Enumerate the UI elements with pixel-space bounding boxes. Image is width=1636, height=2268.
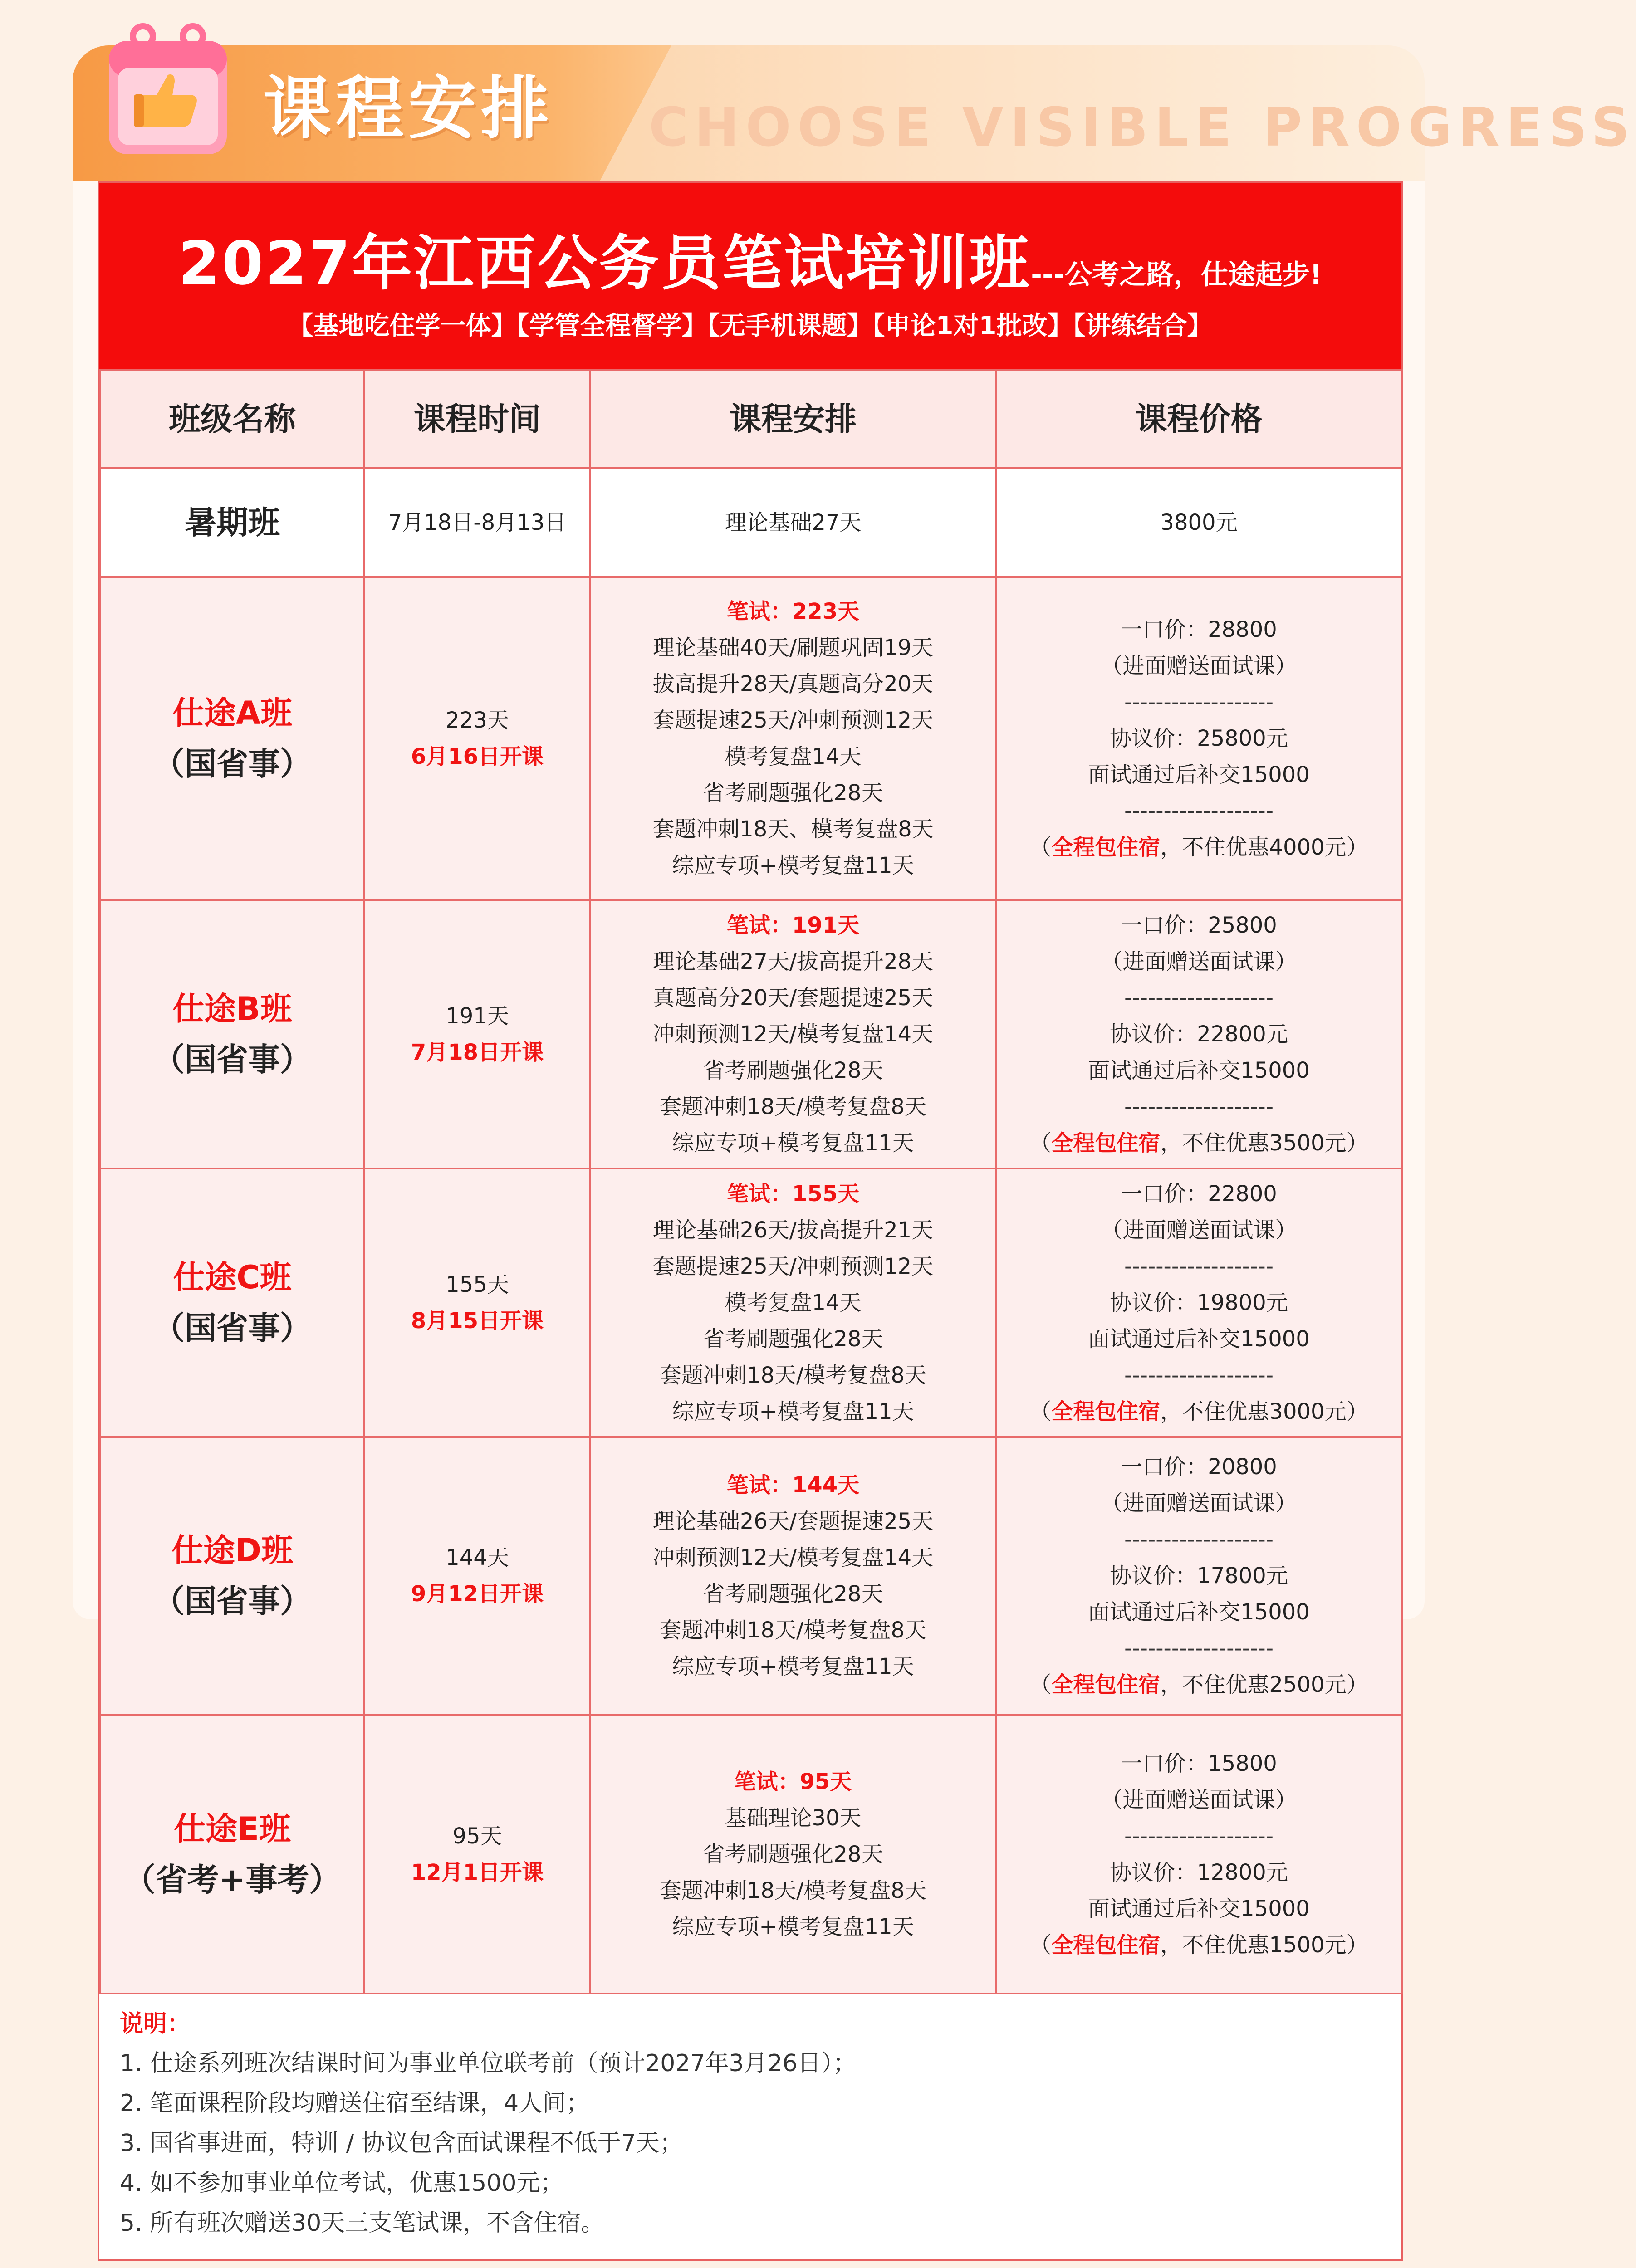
- class-name-cell: [100, 468, 364, 577]
- schedule-line: 理论基础27天: [725, 510, 862, 535]
- schedule-title: 笔试：191天: [726, 913, 860, 938]
- class-name: 仕途C班: [173, 1259, 292, 1296]
- table-row: [100, 1437, 1402, 1715]
- price-line: 面试通过后补交15000: [1088, 1058, 1310, 1083]
- column-header-class-name: 班级名称: [100, 370, 364, 468]
- accommodation-label: 全程包住宿: [1051, 1130, 1161, 1156]
- schedule-line: 省考刷题强化28天: [703, 1058, 883, 1083]
- course-price-cell: [996, 1715, 1402, 1994]
- course-price-cell: [996, 468, 1402, 577]
- course-panel: [98, 181, 1403, 2261]
- class-name: 仕途D班: [171, 1532, 294, 1569]
- price-line: 一口价：25800: [1121, 913, 1277, 938]
- class-name-cell: [100, 577, 364, 900]
- schedule-line: 套题冲刺18天/模考复盘8天: [660, 1877, 926, 1903]
- price-divider: -------------------: [1124, 1254, 1274, 1279]
- schedule-line: 综应专项+模考复盘11天: [672, 1654, 914, 1679]
- course-time: 7月18日-8月13日: [388, 510, 567, 535]
- course-duration: 95天: [452, 1823, 502, 1849]
- schedule-title: 笔试：155天: [726, 1181, 860, 1207]
- price-line: 一口价：28800: [1121, 617, 1277, 642]
- class-name-cell: [100, 1437, 364, 1715]
- discount-text: ，不住优惠4000元）: [1160, 835, 1368, 860]
- course-schedule-cell: [590, 1168, 996, 1437]
- price-line: 3800元: [1160, 510, 1238, 535]
- schedule-line: 省考刷题强化28天: [703, 1841, 883, 1867]
- schedule-line: 真题高分20天/套题提速25天: [652, 985, 934, 1011]
- class-category: （国省事）: [153, 745, 312, 782]
- schedule-line: 套题冲刺18天/模考复盘8天: [660, 1094, 926, 1119]
- class-name: 暑期班: [185, 504, 280, 541]
- schedule-line: 理论基础27天/拔高提升28天: [652, 949, 934, 974]
- class-name: 仕途E班: [174, 1810, 291, 1848]
- course-time-cell: [364, 1437, 590, 1715]
- banner-title: [99, 215, 1401, 301]
- course-price-cell: [996, 1437, 1402, 1715]
- note-item: 3. 国省事进面，特训 / 协议包含面试课程不低于7天；: [120, 2130, 683, 2157]
- price-line: 协议价：12800元: [1110, 1859, 1288, 1885]
- schedule-line: 拔高提升28天/真题高分20天: [652, 671, 934, 697]
- price-divider: -------------------: [1124, 1823, 1274, 1849]
- course-start-date: 8月15日开课: [411, 1308, 544, 1334]
- schedule-line: 理论基础40天/刷题巩固19天: [652, 635, 934, 660]
- price-line: 面试通过后补交15000: [1088, 1896, 1310, 1921]
- price-line: 协议价：22800元: [1110, 1022, 1288, 1047]
- schedule-line: 综应专项+模考复盘11天: [672, 1399, 914, 1424]
- banner-tags: 【基地吃住学一体】【学管全程督学】【无手机课题】【申论1对1批改】【讲练结合】: [288, 311, 1213, 341]
- course-time-cell: [364, 900, 590, 1168]
- discount-text: ，不住优惠3000元）: [1160, 1399, 1368, 1424]
- price-divider: -------------------: [1124, 985, 1274, 1011]
- price-line: 面试通过后补交15000: [1088, 762, 1310, 787]
- accommodation-label: 全程包住宿: [1051, 1932, 1161, 1958]
- accommodation-label: 全程包住宿: [1051, 835, 1161, 860]
- schedule-line: 模考复盘14天: [725, 744, 862, 769]
- class-name-cell: [100, 1715, 364, 1994]
- course-time-cell: [364, 1715, 590, 1994]
- price-line: 面试通过后补交15000: [1088, 1599, 1310, 1625]
- schedule-line: 省考刷题强化28天: [703, 1581, 883, 1607]
- course-start-date: 9月12日开课: [411, 1581, 544, 1607]
- schedule-line: 省考刷题强化28天: [703, 780, 883, 806]
- column-header-course-schedule: 课程安排: [590, 370, 996, 468]
- course-price-cell: [996, 1168, 1402, 1437]
- course-start-date: 12月1日开课: [411, 1859, 544, 1885]
- course-schedule-cell: [590, 1715, 996, 1994]
- price-line: 协议价：17800元: [1110, 1563, 1288, 1589]
- schedule-line: 综应专项+模考复盘11天: [672, 1130, 914, 1156]
- notes-title: 说明：: [120, 2010, 191, 2038]
- accommodation-note: （全程包住宿，不住优惠3000元）: [1029, 1399, 1368, 1424]
- column-header-course-price: 课程价格: [996, 370, 1402, 468]
- note-item: 1. 仕途系列班次结课时间为事业单位联考前（预计2027年3月26日）；: [120, 2050, 857, 2077]
- course-price-cell: [996, 900, 1402, 1168]
- price-line: （进面赠送面试课）: [1101, 1491, 1297, 1516]
- price-line: （进面赠送面试课）: [1101, 949, 1297, 974]
- discount-text: ，不住优惠3500元）: [1160, 1130, 1368, 1156]
- schedule-line: 套题提速25天/冲刺预测12天: [652, 708, 934, 733]
- class-category: （国省事）: [153, 1583, 312, 1620]
- schedule-title: 笔试：144天: [726, 1472, 860, 1498]
- accommodation-label: 全程包住宿: [1051, 1399, 1161, 1424]
- table-row: [100, 468, 1402, 577]
- price-divider: -------------------: [1124, 1636, 1274, 1661]
- banner-slogan: ---公考之路，仕途起步!: [1031, 259, 1323, 291]
- accommodation-note: （全程包住宿，不住优惠3500元）: [1029, 1130, 1368, 1156]
- course-duration: 191天: [446, 1003, 509, 1029]
- class-category: （国省事）: [153, 1041, 312, 1078]
- column-header-course-time: 课程时间: [364, 370, 590, 468]
- schedule-line: 套题冲刺18天/模考复盘8天: [660, 1618, 926, 1643]
- notes: [120, 2004, 1381, 2243]
- schedule-line: 综应专项+模考复盘11天: [672, 1914, 914, 1940]
- schedule-line: 理论基础26天/套题提速25天: [652, 1509, 934, 1534]
- price-line: （进面赠送面试课）: [1101, 1787, 1297, 1813]
- schedule-line: 理论基础26天/拔高提升21天: [652, 1217, 934, 1243]
- price-divider: -------------------: [1124, 1094, 1274, 1119]
- class-name: 仕途B班: [172, 990, 292, 1027]
- note-item: 2. 笔面课程阶段均赠送住宿至结课，4人间；: [120, 2090, 590, 2117]
- accommodation-note: （全程包住宿，不住优惠1500元）: [1029, 1932, 1368, 1958]
- price-divider: -------------------: [1124, 689, 1274, 715]
- class-name: 仕途A班: [172, 694, 293, 732]
- note-item: 5. 所有班次赠送30天三支笔试课，不含住宿。: [120, 2209, 605, 2237]
- schedule-line: 冲刺预测12天/模考复盘14天: [652, 1022, 934, 1047]
- banner-heading: 2027年江西公务员笔试培训班: [178, 229, 1031, 298]
- price-line: 一口价：22800: [1121, 1181, 1277, 1207]
- course-table: [99, 369, 1403, 1994]
- discount-text: ，不住优惠2500元）: [1160, 1672, 1368, 1697]
- schedule-title: 笔试：95天: [734, 1769, 852, 1794]
- class-name-cell: [100, 1168, 364, 1437]
- price-line: （进面赠送面试课）: [1101, 653, 1297, 679]
- schedule-title: 笔试：223天: [726, 599, 860, 624]
- course-duration: 155天: [446, 1272, 509, 1297]
- course-duration: 223天: [446, 708, 509, 733]
- price-line: 面试通过后补交15000: [1088, 1326, 1310, 1352]
- course-schedule-cell: [590, 900, 996, 1168]
- schedule-line: 套题冲刺18天、模考复盘8天: [652, 816, 934, 842]
- price-line: 协议价：25800元: [1110, 726, 1288, 751]
- price-divider: -------------------: [1124, 1527, 1274, 1552]
- price-line: 协议价：19800元: [1110, 1290, 1288, 1315]
- banner: [99, 183, 1401, 369]
- accommodation-label: 全程包住宿: [1051, 1672, 1161, 1697]
- discount-text: ，不住优惠1500元）: [1160, 1932, 1368, 1958]
- course-time-cell: [364, 468, 590, 577]
- course-start-date: 7月18日开课: [411, 1040, 544, 1065]
- course-time-cell: [364, 1168, 590, 1437]
- schedule-line: 套题冲刺18天/模考复盘8天: [660, 1363, 926, 1388]
- table-row: [100, 1168, 1402, 1437]
- schedule-line: 套题提速25天/冲刺预测12天: [652, 1254, 934, 1279]
- schedule-line: 冲刺预测12天/模考复盘14天: [652, 1545, 934, 1570]
- section-subtitle: CHOOSE VISIBLE PROGRESS: [649, 96, 1636, 158]
- schedule-line: 模考复盘14天: [725, 1290, 862, 1315]
- price-line: （进面赠送面试课）: [1101, 1217, 1297, 1243]
- course-price-cell: [996, 577, 1402, 900]
- price-line: 一口价：15800: [1121, 1750, 1277, 1776]
- course-start-date: 6月16日开课: [411, 744, 544, 769]
- course-schedule-cell: [590, 1437, 996, 1715]
- course-time-cell: [364, 577, 590, 900]
- note-item: 4. 如不参加事业单位考试，优惠1500元；: [120, 2170, 564, 2197]
- accommodation-note: （全程包住宿，不住优惠2500元）: [1029, 1672, 1368, 1697]
- course-duration: 144天: [446, 1545, 509, 1570]
- section-title: 课程安排: [263, 69, 554, 148]
- table-row: [100, 1715, 1402, 1994]
- class-category: （国省事）: [153, 1310, 312, 1347]
- class-category: （省考+事考）: [123, 1861, 341, 1898]
- schedule-line: 综应专项+模考复盘11天: [672, 853, 914, 878]
- calendar-thumbs-up-icon: [100, 14, 236, 159]
- price-line: 一口价：20800: [1121, 1454, 1277, 1480]
- schedule-line: 省考刷题强化28天: [703, 1326, 883, 1352]
- accommodation-note: （全程包住宿，不住优惠4000元）: [1029, 835, 1368, 860]
- table-row: [100, 900, 1402, 1168]
- course-schedule-cell: [590, 468, 996, 577]
- schedule-line: 基础理论30天: [725, 1805, 862, 1831]
- course-schedule-cell: [590, 577, 996, 900]
- class-name-cell: [100, 900, 364, 1168]
- price-divider: -------------------: [1124, 798, 1274, 824]
- table-row: [100, 577, 1402, 900]
- price-divider: -------------------: [1124, 1363, 1274, 1388]
